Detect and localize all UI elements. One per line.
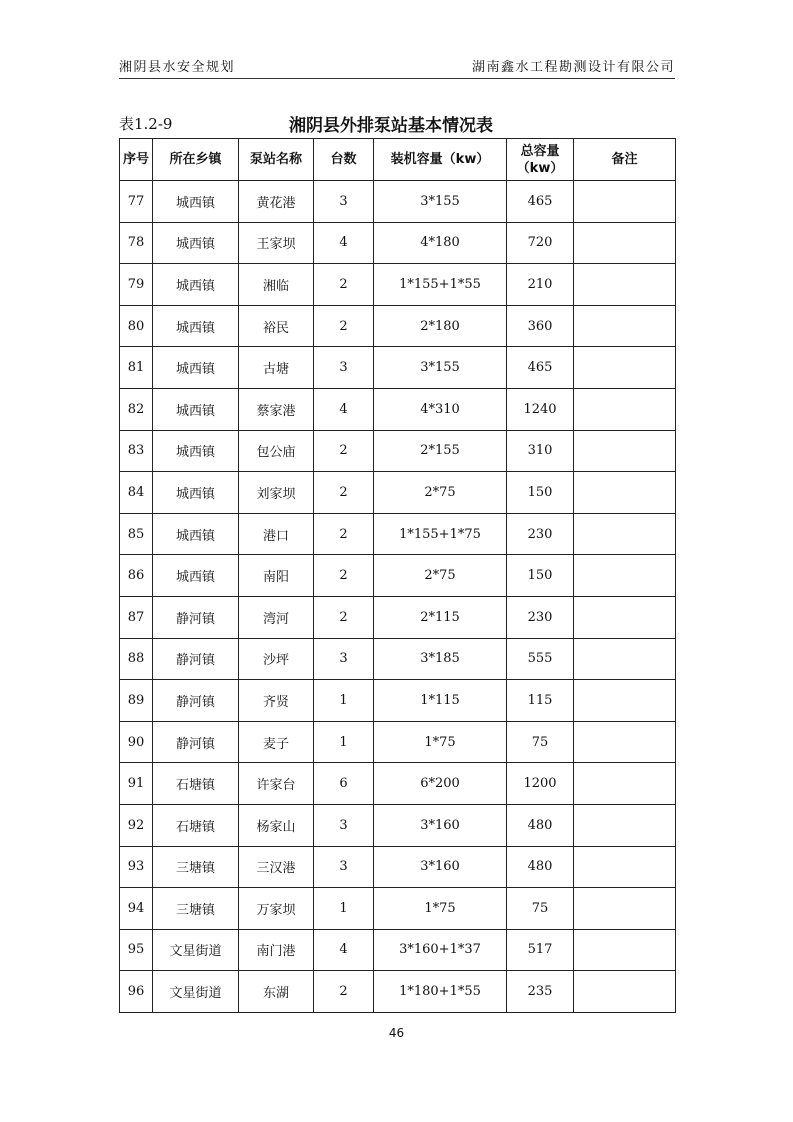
- cell-installed-capacity: 2*155: [374, 430, 507, 472]
- cell-installed-capacity: 3*160+1*37: [374, 929, 507, 971]
- cell-total-capacity: 150: [507, 555, 574, 597]
- cell-total-capacity: 115: [507, 680, 574, 722]
- table-row: [120, 555, 676, 597]
- cell-total-capacity: 555: [507, 638, 574, 680]
- cell-unit-count: 2: [314, 264, 374, 306]
- cell-serial: 80: [120, 305, 153, 347]
- page-number: 46: [388, 1026, 405, 1040]
- cell-installed-capacity: 1*75: [374, 888, 507, 930]
- cell-total-capacity: 360: [507, 305, 574, 347]
- cell-installed-capacity: 4*180: [374, 222, 507, 264]
- cell-town: 城西镇: [153, 347, 239, 389]
- cell-installed-capacity: 3*185: [374, 638, 507, 680]
- table-row: [120, 305, 676, 347]
- table-row: [120, 388, 676, 430]
- cell-installed-capacity: 2*115: [374, 596, 507, 638]
- cell-town: 城西镇: [153, 555, 239, 597]
- cell-unit-count: 2: [314, 971, 374, 1013]
- table-row: [120, 181, 676, 223]
- cell-unit-count: 4: [314, 929, 374, 971]
- cell-total-capacity: 480: [507, 846, 574, 888]
- cell-town: 城西镇: [153, 388, 239, 430]
- cell-serial: 78: [120, 222, 153, 264]
- cell-remarks: [574, 513, 676, 555]
- header-total-capacity: [507, 139, 574, 181]
- cell-total-capacity: 480: [507, 804, 574, 846]
- cell-unit-count: 2: [314, 513, 374, 555]
- cell-station-name: 王家坝: [239, 222, 314, 264]
- cell-total-capacity: 465: [507, 347, 574, 389]
- cell-station-name: 沙坪: [239, 638, 314, 680]
- table-row: [120, 513, 676, 555]
- table-title: 湘阴县外排泵站基本情况表: [289, 116, 493, 136]
- cell-serial: 79: [120, 264, 153, 306]
- cell-installed-capacity: 3*155: [374, 347, 507, 389]
- header-unit-count: 台数: [314, 139, 374, 181]
- cell-serial: 88: [120, 638, 153, 680]
- header-total-capacity-label: 总容量（kw）: [516, 143, 564, 176]
- cell-serial: 87: [120, 596, 153, 638]
- cell-town: 静河镇: [153, 638, 239, 680]
- cell-total-capacity: 310: [507, 430, 574, 472]
- cell-serial: 95: [120, 929, 153, 971]
- cell-serial: 81: [120, 347, 153, 389]
- cell-total-capacity: 720: [507, 222, 574, 264]
- page-header: [119, 52, 675, 79]
- cell-station-name: 黄花港: [239, 181, 314, 223]
- cell-total-capacity: 1240: [507, 388, 574, 430]
- cell-total-capacity: 465: [507, 181, 574, 223]
- table-row: [120, 763, 676, 805]
- cell-remarks: [574, 347, 676, 389]
- cell-town: 石塘镇: [153, 804, 239, 846]
- cell-unit-count: 2: [314, 430, 374, 472]
- cell-town: 石塘镇: [153, 763, 239, 805]
- header-company-name: 湖南鑫水工程勘测设计有限公司: [471, 60, 675, 75]
- table-row: [120, 804, 676, 846]
- cell-unit-count: 1: [314, 680, 374, 722]
- cell-serial: 85: [120, 513, 153, 555]
- cell-remarks: [574, 305, 676, 347]
- header-installed-capacity: 装机容量（kw）: [374, 139, 507, 181]
- cell-station-name: 港口: [239, 513, 314, 555]
- cell-station-name: 麦子: [239, 721, 314, 763]
- cell-remarks: [574, 721, 676, 763]
- cell-installed-capacity: 1*155+1*55: [374, 264, 507, 306]
- cell-serial: 82: [120, 388, 153, 430]
- table-row: [120, 264, 676, 306]
- cell-remarks: [574, 472, 676, 514]
- table-row: [120, 721, 676, 763]
- cell-serial: 83: [120, 430, 153, 472]
- cell-total-capacity: 235: [507, 971, 574, 1013]
- cell-unit-count: 3: [314, 181, 374, 223]
- cell-installed-capacity: 2*75: [374, 555, 507, 597]
- cell-remarks: [574, 555, 676, 597]
- cell-remarks: [574, 888, 676, 930]
- cell-remarks: [574, 971, 676, 1013]
- cell-station-name: 齐贤: [239, 680, 314, 722]
- header-station-name: 泵站名称: [239, 139, 314, 181]
- cell-remarks: [574, 222, 676, 264]
- cell-town: 城西镇: [153, 305, 239, 347]
- header-remarks: 备注: [574, 139, 676, 181]
- cell-unit-count: 1: [314, 721, 374, 763]
- table-row: [120, 929, 676, 971]
- cell-town: 静河镇: [153, 596, 239, 638]
- cell-station-name: 万家坝: [239, 888, 314, 930]
- cell-town: 静河镇: [153, 680, 239, 722]
- cell-remarks: [574, 680, 676, 722]
- cell-serial: 93: [120, 846, 153, 888]
- cell-serial: 89: [120, 680, 153, 722]
- cell-station-name: 东湖: [239, 971, 314, 1013]
- cell-unit-count: 2: [314, 472, 374, 514]
- cell-station-name: 南门港: [239, 929, 314, 971]
- cell-total-capacity: 1200: [507, 763, 574, 805]
- cell-installed-capacity: 4*310: [374, 388, 507, 430]
- cell-unit-count: 2: [314, 596, 374, 638]
- cell-total-capacity: 75: [507, 888, 574, 930]
- table-row: [120, 222, 676, 264]
- cell-remarks: [574, 638, 676, 680]
- cell-unit-count: 3: [314, 638, 374, 680]
- cell-unit-count: 2: [314, 555, 374, 597]
- table-row: [120, 680, 676, 722]
- cell-remarks: [574, 430, 676, 472]
- cell-town: 静河镇: [153, 721, 239, 763]
- cell-station-name: 裕民: [239, 305, 314, 347]
- table-row: [120, 971, 676, 1013]
- cell-total-capacity: 230: [507, 513, 574, 555]
- cell-total-capacity: 150: [507, 472, 574, 514]
- table-row: [120, 430, 676, 472]
- cell-serial: 84: [120, 472, 153, 514]
- cell-remarks: [574, 388, 676, 430]
- cell-station-name: 三汉港: [239, 846, 314, 888]
- table-row: [120, 846, 676, 888]
- cell-installed-capacity: 1*75: [374, 721, 507, 763]
- cell-remarks: [574, 763, 676, 805]
- cell-total-capacity: 230: [507, 596, 574, 638]
- cell-town: 文星街道: [153, 971, 239, 1013]
- table-row: [120, 472, 676, 514]
- cell-town: 城西镇: [153, 513, 239, 555]
- cell-unit-count: 3: [314, 846, 374, 888]
- cell-station-name: 南阳: [239, 555, 314, 597]
- cell-town: 三塘镇: [153, 846, 239, 888]
- cell-unit-count: 3: [314, 347, 374, 389]
- cell-unit-count: 1: [314, 888, 374, 930]
- table-row: [120, 888, 676, 930]
- header-serial: 序号: [120, 139, 153, 181]
- cell-station-name: 杨家山: [239, 804, 314, 846]
- cell-town: 城西镇: [153, 472, 239, 514]
- cell-unit-count: 4: [314, 222, 374, 264]
- table-row: [120, 638, 676, 680]
- cell-installed-capacity: 2*180: [374, 305, 507, 347]
- cell-serial: 91: [120, 763, 153, 805]
- cell-unit-count: 6: [314, 763, 374, 805]
- cell-installed-capacity: 1*115: [374, 680, 507, 722]
- header-document-title: 湘阴县水安全规划: [119, 60, 236, 75]
- cell-total-capacity: 517: [507, 929, 574, 971]
- cell-unit-count: 4: [314, 388, 374, 430]
- cell-serial: 86: [120, 555, 153, 597]
- cell-station-name: 刘家坝: [239, 472, 314, 514]
- table-number: 表1.2-9: [119, 115, 173, 133]
- cell-total-capacity: 210: [507, 264, 574, 306]
- cell-installed-capacity: 2*75: [374, 472, 507, 514]
- cell-station-name: 蔡家港: [239, 388, 314, 430]
- cell-serial: 77: [120, 181, 153, 223]
- cell-remarks: [574, 596, 676, 638]
- cell-remarks: [574, 846, 676, 888]
- cell-town: 城西镇: [153, 430, 239, 472]
- cell-town: 城西镇: [153, 264, 239, 306]
- cell-unit-count: 3: [314, 804, 374, 846]
- cell-installed-capacity: 1*155+1*75: [374, 513, 507, 555]
- cell-serial: 90: [120, 721, 153, 763]
- cell-town: 城西镇: [153, 181, 239, 223]
- cell-serial: 94: [120, 888, 153, 930]
- cell-total-capacity: 75: [507, 721, 574, 763]
- cell-station-name: 许家台: [239, 763, 314, 805]
- cell-installed-capacity: 3*160: [374, 804, 507, 846]
- cell-remarks: [574, 264, 676, 306]
- table-header-row: [120, 139, 676, 181]
- cell-station-name: 湾河: [239, 596, 314, 638]
- pump-station-table: [119, 138, 676, 1013]
- table-row: [120, 347, 676, 389]
- cell-town: 三塘镇: [153, 888, 239, 930]
- cell-unit-count: 2: [314, 305, 374, 347]
- cell-station-name: 古塘: [239, 347, 314, 389]
- cell-installed-capacity: 3*160: [374, 846, 507, 888]
- cell-town: 城西镇: [153, 222, 239, 264]
- cell-remarks: [574, 181, 676, 223]
- cell-remarks: [574, 929, 676, 971]
- cell-station-name: 包公庙: [239, 430, 314, 472]
- cell-installed-capacity: 6*200: [374, 763, 507, 805]
- cell-serial: 92: [120, 804, 153, 846]
- cell-station-name: 湘临: [239, 264, 314, 306]
- cell-remarks: [574, 804, 676, 846]
- cell-serial: 96: [120, 971, 153, 1013]
- table-row: [120, 596, 676, 638]
- cell-installed-capacity: 1*180+1*55: [374, 971, 507, 1013]
- cell-installed-capacity: 3*155: [374, 181, 507, 223]
- cell-town: 文星街道: [153, 929, 239, 971]
- header-town: 所在乡镇: [153, 139, 239, 181]
